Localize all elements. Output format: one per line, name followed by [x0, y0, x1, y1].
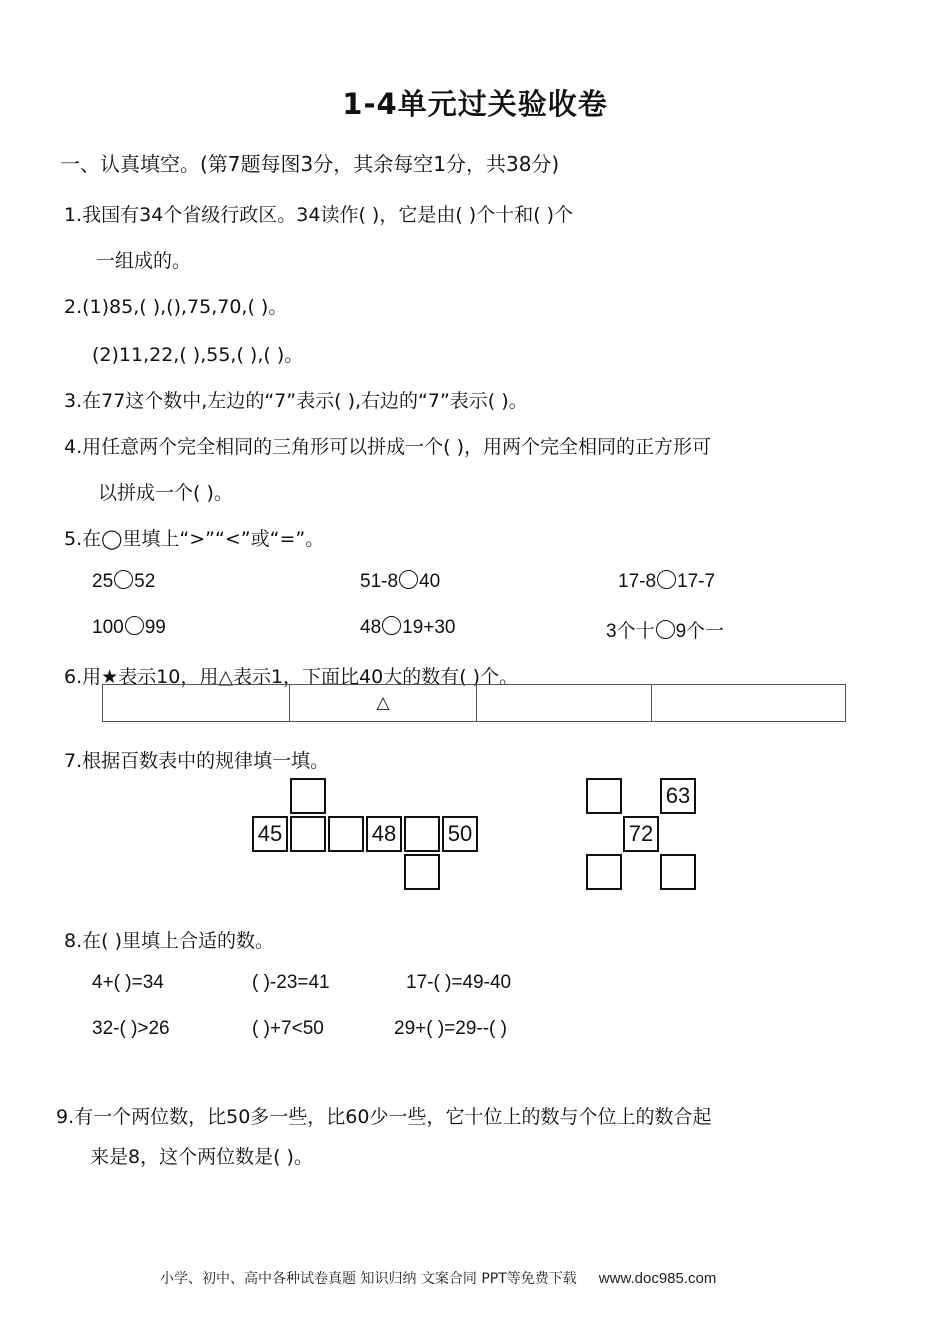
- blank-cell[interactable]: [290, 778, 326, 814]
- footer: [160, 1268, 716, 1288]
- compare-item: [92, 616, 166, 639]
- compare-right: 52: [134, 571, 156, 592]
- compare-item: [606, 616, 724, 643]
- equation: ( )+7<50: [252, 1018, 324, 1039]
- section-heading: 一、认真填空。(第7题每图3分，其余每空1分，共38分): [60, 152, 560, 176]
- footer-link[interactable]: www.doc985.com: [598, 1270, 717, 1287]
- footer-text: 小学、初中、高中各种试卷真题 知识归纳 文案合同 PPT等免费下载: [160, 1271, 577, 1287]
- blank-cell[interactable]: [328, 816, 364, 852]
- blank-cell[interactable]: [660, 854, 696, 890]
- question-1-line-1: 1.我国有34个省级行政区。34读作( )，它是由( )个十和( )个: [64, 204, 574, 226]
- equation: 17-( )=49-40: [406, 972, 512, 993]
- compare-item: [618, 570, 715, 593]
- blank-cell[interactable]: [586, 778, 622, 814]
- compare-right: 99: [144, 617, 166, 638]
- equation: 29+( )=29--( ): [394, 1018, 507, 1039]
- blank-cell[interactable]: [404, 854, 440, 890]
- number-cell: 72: [623, 816, 659, 852]
- blank-cell[interactable]: [586, 854, 622, 890]
- question-9-line-2: 来是8，这个两位数是( )。: [90, 1146, 313, 1168]
- compare-item: [92, 570, 155, 593]
- number-cell: 45: [252, 816, 288, 852]
- answer-circle-icon[interactable]: [399, 570, 418, 589]
- compare-item: [360, 616, 456, 639]
- question-4-line-1: 4.用任意两个完全相同的三角形可以拼成一个( )，用两个完全相同的正方形可: [64, 436, 711, 458]
- blank-cell[interactable]: [404, 816, 440, 852]
- compare-left: 48: [360, 617, 382, 638]
- answer-circle-icon[interactable]: [125, 616, 144, 635]
- symbol-cell: △: [290, 685, 477, 722]
- number-cell: 63: [660, 778, 696, 814]
- question-5-intro: 5.在◯里填上“>”“<”或“=”。: [64, 528, 325, 550]
- question-7: 7.根据百数表中的规律填一填。: [64, 750, 330, 772]
- compare-right: 17-7: [677, 571, 716, 592]
- symbol-cell: [477, 685, 652, 722]
- compare-right: 40: [419, 571, 441, 592]
- number-cell: 50: [442, 816, 478, 852]
- compare-left: 25: [92, 571, 114, 592]
- question-4-line-2: 以拼成一个( )。: [98, 482, 233, 504]
- equation: ( )-23=41: [252, 972, 330, 993]
- answer-circle-icon[interactable]: [656, 620, 675, 639]
- question-9-line-1: 9.有一个两位数，比50多一些，比60少一些，它十位上的数与个位上的数合起: [56, 1106, 712, 1128]
- question-2-line-1: 2.(1)85,( ),(),75,70,( )。: [64, 296, 288, 318]
- symbol-cell: [652, 685, 846, 722]
- compare-item: [360, 570, 440, 593]
- compare-right: 19+30: [402, 617, 456, 638]
- blank-cell[interactable]: [290, 816, 326, 852]
- answer-circle-icon[interactable]: [657, 570, 676, 589]
- compare-left: 17-8: [618, 571, 657, 592]
- compare-right: 9个一: [675, 621, 725, 642]
- page-title: 1-4单元过关验收卷: [342, 87, 608, 121]
- question-3: 3.在77这个数中,左边的“7”表示( ),右边的“7”表示( )。: [64, 390, 528, 412]
- question-2-line-2: (2)11,22,( ),55,( ),( )。: [92, 344, 304, 366]
- question-8-intro: 8.在( )里填上合适的数。: [64, 930, 274, 952]
- symbol-strip-table: [102, 684, 846, 722]
- equation: 4+( )=34: [92, 972, 164, 993]
- question-1-line-2: 一组成的。: [96, 250, 192, 272]
- answer-circle-icon[interactable]: [114, 570, 133, 589]
- number-cell: 48: [366, 816, 402, 852]
- compare-left: 51-8: [360, 571, 399, 592]
- compare-left: 100: [92, 617, 124, 638]
- question-6: 6.用★表示10，用△表示1，下面比40大的数有( )个。: [64, 666, 519, 688]
- answer-circle-icon[interactable]: [382, 616, 401, 635]
- compare-left: 3个十: [606, 621, 655, 642]
- equation: 32-( )>26: [92, 1018, 170, 1039]
- symbol-cell: [103, 685, 290, 722]
